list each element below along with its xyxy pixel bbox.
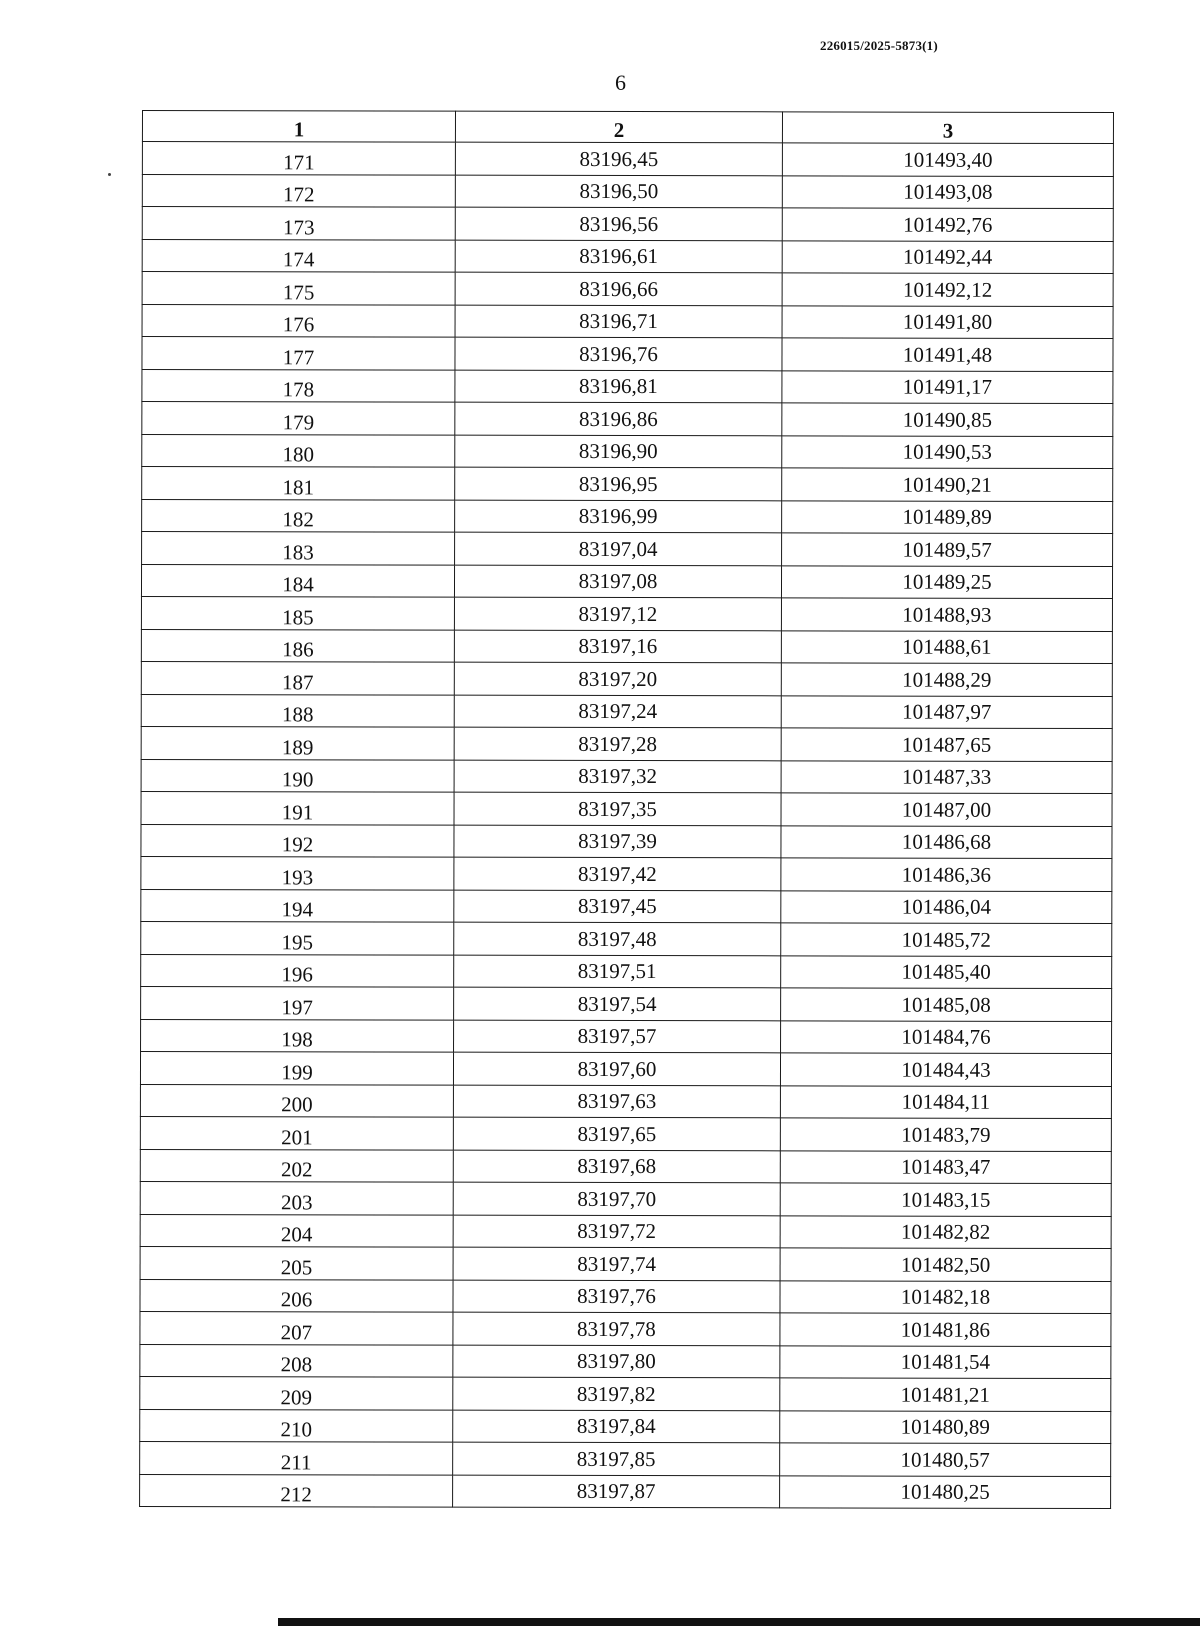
table-row [140,1246,1111,1281]
x-coordinate-cell: 83197,57 [454,1020,781,1053]
y-coordinate-cell: 101492,44 [782,240,1113,273]
x-coordinate-cell: 83197,78 [453,1312,780,1345]
x-coordinate-cell: 83196,56 [455,207,782,240]
y-coordinate-cell: 101485,40 [781,955,1112,988]
table-row [142,369,1113,404]
table-row [140,1279,1111,1314]
table-row [141,726,1112,761]
y-coordinate-cell: 101492,76 [782,208,1113,241]
point-number-cell: 193 [141,856,454,889]
x-coordinate-cell: 83197,16 [454,630,781,663]
x-coordinate-cell: 83197,39 [454,825,781,858]
table-row [142,434,1113,469]
y-coordinate-cell: 101483,79 [780,1118,1111,1151]
y-coordinate-cell: 101486,36 [781,858,1112,891]
point-number-cell: 171 [142,142,455,175]
x-coordinate-cell: 83197,76 [453,1280,780,1313]
table-row [142,272,1113,307]
point-number-cell: 189 [141,726,454,759]
y-coordinate-cell: 101490,21 [782,468,1113,501]
point-number-cell: 179 [142,402,455,435]
table-row [141,694,1112,729]
table-row [142,207,1113,242]
coordinates-table [139,110,1114,1509]
x-coordinate-cell: 83196,95 [455,467,782,500]
y-coordinate-cell: 101481,86 [780,1313,1111,1346]
x-coordinate-cell: 83196,71 [455,305,782,338]
y-coordinate-cell: 101489,89 [782,500,1113,533]
point-number-cell: 192 [141,824,454,857]
x-coordinate-cell: 83196,90 [455,435,782,468]
table-row [140,1084,1111,1119]
page-number: 6 [615,70,626,95]
table-body [140,142,1114,1509]
x-coordinate-cell: 83197,12 [454,597,781,630]
x-coordinate-cell: 83197,20 [454,662,781,695]
y-coordinate-cell: 101487,97 [781,695,1112,728]
y-coordinate-cell: 101489,57 [782,533,1113,566]
y-coordinate-cell: 101484,11 [780,1085,1111,1118]
point-number-cell: 207 [140,1311,453,1344]
y-coordinate-cell: 101487,65 [781,728,1112,761]
x-coordinate-cell: 83197,74 [453,1247,780,1280]
x-coordinate-cell: 83197,70 [453,1182,780,1215]
y-coordinate-cell: 101480,89 [780,1410,1111,1443]
x-coordinate-cell: 83197,84 [453,1410,780,1443]
point-number-cell: 196 [141,954,454,987]
point-number-cell: 203 [140,1181,453,1214]
point-number-cell: 212 [140,1474,453,1507]
point-number-cell: 204 [140,1214,453,1247]
table-row [141,889,1112,924]
x-coordinate-cell: 83196,45 [455,142,782,175]
y-coordinate-cell: 101491,48 [782,338,1113,371]
x-coordinate-cell: 83197,24 [454,695,781,728]
table-row [142,239,1113,274]
point-number-cell: 188 [141,694,454,727]
scan-edge-bar [278,1618,1200,1626]
y-coordinate-cell: 101489,25 [781,565,1112,598]
table-row [142,499,1113,534]
x-coordinate-cell: 83197,72 [453,1215,780,1248]
point-number-cell: 202 [140,1149,453,1182]
point-number-cell: 205 [140,1246,453,1279]
x-coordinate-cell: 83196,81 [455,370,782,403]
x-coordinate-cell: 83197,65 [453,1117,780,1150]
column-header: 1 [142,111,455,143]
x-coordinate-cell: 83197,42 [454,857,781,890]
table-row [141,856,1112,891]
x-coordinate-cell: 83196,50 [455,175,782,208]
point-number-cell: 194 [141,889,454,922]
y-coordinate-cell: 101484,43 [780,1053,1111,1086]
y-coordinate-cell: 101486,04 [781,890,1112,923]
point-number-cell: 180 [142,434,455,467]
y-coordinate-cell: 101482,50 [780,1248,1111,1281]
y-coordinate-cell: 101488,93 [781,598,1112,631]
table-row [142,402,1113,437]
table-row [141,564,1112,599]
y-coordinate-cell: 101493,08 [782,175,1113,208]
point-number-cell: 187 [141,661,454,694]
y-coordinate-cell: 101485,08 [781,988,1112,1021]
y-coordinate-cell: 101491,80 [782,305,1113,338]
table-row [142,337,1113,372]
point-number-cell: 198 [141,1019,454,1052]
table-row [141,661,1112,696]
y-coordinate-cell: 101481,54 [780,1345,1111,1378]
point-number-cell: 195 [141,921,454,954]
point-number-cell: 209 [140,1376,453,1409]
table-row [141,791,1112,826]
table-header-row [142,111,1113,144]
x-coordinate-cell: 83197,04 [455,532,782,565]
table-row [142,467,1113,502]
x-coordinate-cell: 83197,87 [453,1475,780,1508]
point-number-cell: 199 [140,1051,453,1084]
point-number-cell: 190 [141,759,454,792]
point-number-cell: 182 [142,499,455,532]
point-number-cell: 186 [141,629,454,662]
y-coordinate-cell: 101487,33 [781,760,1112,793]
y-coordinate-cell: 101487,00 [781,793,1112,826]
point-number-cell: 185 [141,597,454,630]
y-coordinate-cell: 101490,53 [782,435,1113,468]
x-coordinate-cell: 83197,51 [454,955,781,988]
column-header: 3 [782,112,1113,144]
y-coordinate-cell: 101492,12 [782,273,1113,306]
table-row [140,1441,1111,1476]
table-row [140,1344,1111,1379]
x-coordinate-cell: 83197,82 [453,1377,780,1410]
table-row [140,1051,1111,1086]
x-coordinate-cell: 83196,99 [455,500,782,533]
y-coordinate-cell: 101482,18 [780,1280,1111,1313]
table-row [141,921,1112,956]
point-number-cell: 177 [142,337,455,370]
x-coordinate-cell: 83197,48 [454,922,781,955]
table-row [141,986,1112,1021]
y-coordinate-cell: 101482,82 [780,1215,1111,1248]
table-row [141,759,1112,794]
y-coordinate-cell: 101480,25 [780,1475,1111,1508]
point-number-cell: 173 [142,207,455,240]
table-row [140,1214,1111,1249]
y-coordinate-cell: 101486,68 [781,825,1112,858]
y-coordinate-cell: 101493,40 [782,143,1113,176]
y-coordinate-cell: 101483,15 [780,1183,1111,1216]
point-number-cell: 208 [140,1344,453,1377]
y-coordinate-cell: 101490,85 [782,403,1113,436]
x-coordinate-cell: 83197,63 [453,1085,780,1118]
table-row [142,142,1113,177]
point-number-cell: 210 [140,1409,453,1442]
point-number-cell: 197 [141,986,454,1019]
y-coordinate-cell: 101488,29 [781,663,1112,696]
x-coordinate-cell: 83196,66 [455,272,782,305]
point-number-cell: 200 [140,1084,453,1117]
table-row [141,824,1112,859]
point-number-cell: 201 [140,1116,453,1149]
document-id: 226015/2025-5873(1) [820,38,938,53]
table-row [140,1149,1111,1184]
x-coordinate-cell: 83197,85 [453,1442,780,1475]
table-row [140,1116,1111,1151]
table-row [142,304,1113,339]
point-number-cell: 206 [140,1279,453,1312]
point-number-cell: 178 [142,369,455,402]
x-coordinate-cell: 83197,68 [453,1150,780,1183]
x-coordinate-cell: 83196,86 [455,402,782,435]
point-number-cell: 175 [142,272,455,305]
x-coordinate-cell: 83197,32 [454,760,781,793]
table-row [142,532,1113,567]
x-coordinate-cell: 83197,80 [453,1345,780,1378]
y-coordinate-cell: 101481,21 [780,1378,1111,1411]
table-row [140,1474,1111,1509]
point-number-cell: 191 [141,791,454,824]
table-row [142,174,1113,209]
x-coordinate-cell: 83197,45 [454,890,781,923]
y-coordinate-cell: 101480,57 [780,1443,1111,1476]
point-number-cell: 176 [142,304,455,337]
table-row [141,629,1112,664]
table-row [141,597,1112,632]
table-row [140,1409,1111,1444]
point-number-cell: 181 [142,467,455,500]
x-coordinate-cell: 83197,54 [454,987,781,1020]
point-number-cell: 174 [142,239,455,272]
x-coordinate-cell: 83197,60 [453,1052,780,1085]
x-coordinate-cell: 83197,28 [454,727,781,760]
table-row [141,1019,1112,1054]
x-coordinate-cell: 83196,76 [455,337,782,370]
y-coordinate-cell: 101484,76 [781,1020,1112,1053]
table-row [140,1376,1111,1411]
x-coordinate-cell: 83197,08 [454,565,781,598]
point-number-cell: 172 [142,174,455,207]
scan-speck [108,173,111,176]
x-coordinate-cell: 83197,35 [454,792,781,825]
y-coordinate-cell: 101483,47 [780,1150,1111,1183]
y-coordinate-cell: 101485,72 [781,923,1112,956]
x-coordinate-cell: 83196,61 [455,240,782,273]
table-row [141,954,1112,989]
point-number-cell: 184 [141,564,454,597]
y-coordinate-cell: 101491,17 [782,370,1113,403]
point-number-cell: 183 [142,532,455,565]
table-row [140,1311,1111,1346]
y-coordinate-cell: 101488,61 [781,630,1112,663]
column-header: 2 [455,111,782,143]
table-row [140,1181,1111,1216]
point-number-cell: 211 [140,1441,453,1474]
